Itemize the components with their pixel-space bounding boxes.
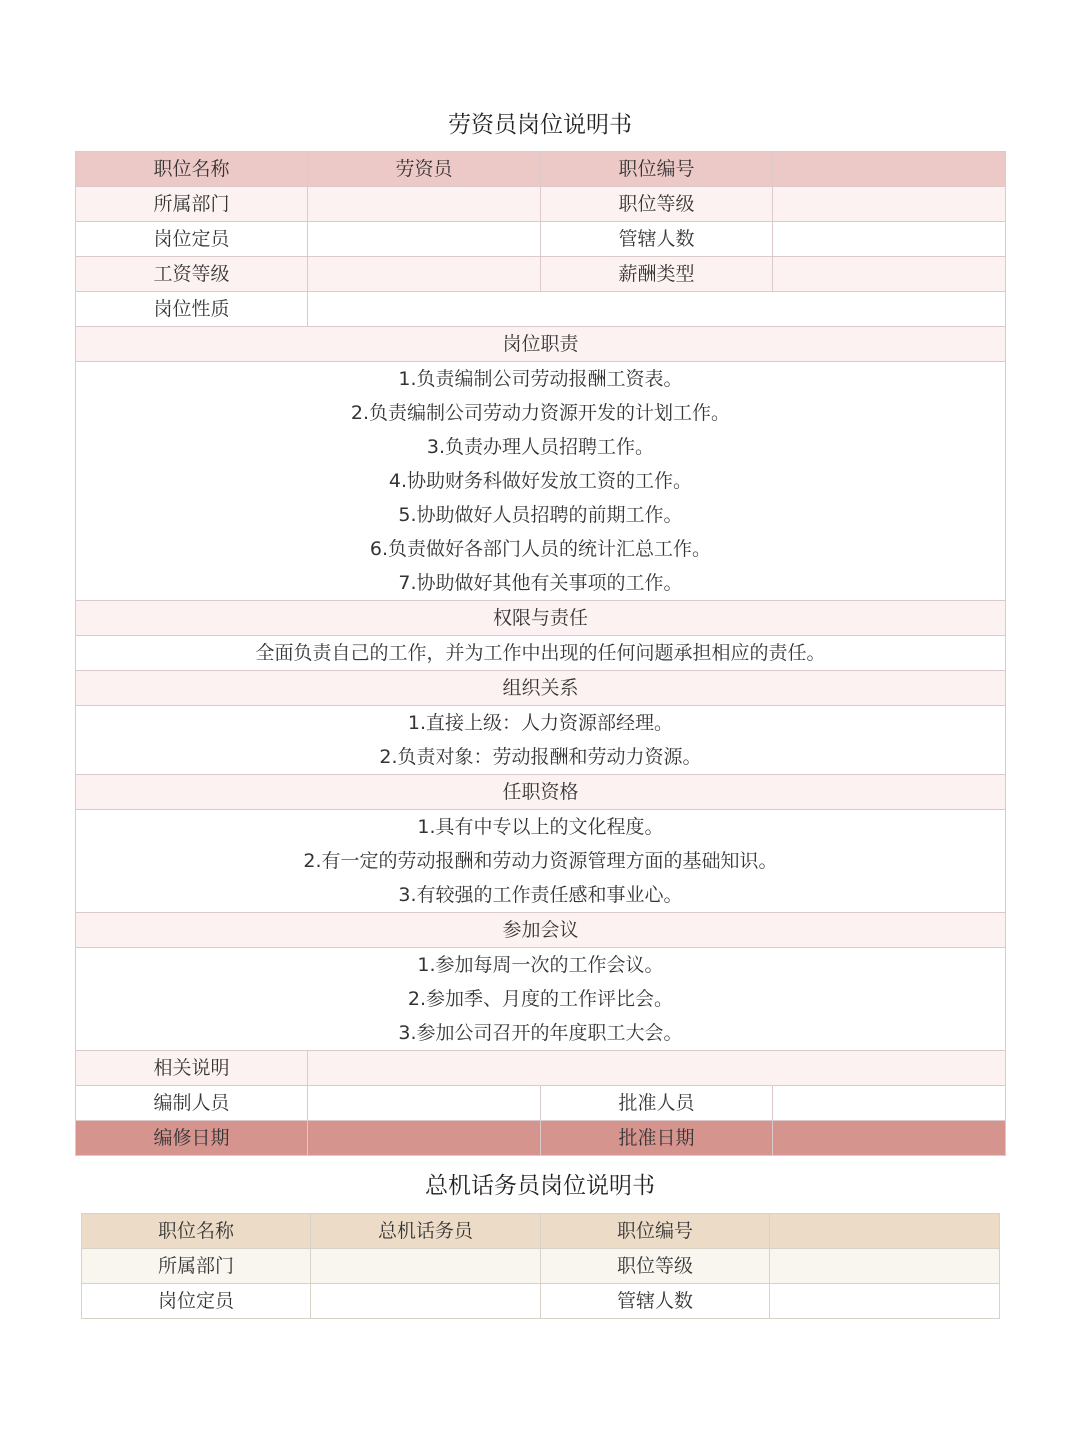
section-body-relations xyxy=(76,706,1006,775)
list-item: 3.有较强的工作责任感和事业心。 xyxy=(398,884,683,906)
label-position-name: 职位名称 xyxy=(82,1214,311,1249)
value-approver xyxy=(773,1086,1006,1121)
value-related-notes xyxy=(308,1051,1006,1086)
label-subordinates: 管辖人数 xyxy=(541,1284,770,1319)
document-title-2: 总机话务员岗位说明书 xyxy=(425,1173,655,1199)
value-position-code xyxy=(773,152,1006,187)
list-item: 7.协助做好其他有关事项的工作。 xyxy=(398,572,683,594)
table-row xyxy=(76,257,1006,292)
list-item: 1.具有中专以上的文化程度。 xyxy=(417,816,664,838)
table-row xyxy=(76,222,1006,257)
list-item: 1.参加每周一次的工作会议。 xyxy=(417,954,664,976)
table-row xyxy=(76,1086,1006,1121)
table-row xyxy=(76,187,1006,222)
label-department: 所属部门 xyxy=(76,187,308,222)
qualifications-list xyxy=(76,810,1006,913)
table-row xyxy=(82,1214,1000,1249)
label-author: 编制人员 xyxy=(76,1086,308,1121)
value-headcount xyxy=(311,1284,541,1319)
label-department: 所属部门 xyxy=(82,1249,311,1284)
list-item: 3.参加公司召开的年度职工大会。 xyxy=(398,1022,683,1044)
label-position-level: 职位等级 xyxy=(541,1249,770,1284)
meetings-list xyxy=(76,948,1006,1051)
job-description-table xyxy=(75,151,1006,1156)
label-approver: 批准人员 xyxy=(541,1086,773,1121)
section-header-meetings xyxy=(76,913,1006,948)
value-position-nature xyxy=(308,292,1006,327)
label-pay-type: 薪酬类型 xyxy=(541,257,773,292)
label-headcount: 岗位定员 xyxy=(76,222,308,257)
list-item: 2.负责编制公司劳动力资源开发的计划工作。 xyxy=(350,402,731,424)
value-headcount xyxy=(308,222,541,257)
label-related-notes: 相关说明 xyxy=(76,1051,308,1086)
list-item: 1.负责编制公司劳动报酬工资表。 xyxy=(398,368,683,390)
label-position-code: 职位编号 xyxy=(541,152,773,187)
label-edit-date: 编修日期 xyxy=(76,1121,308,1156)
section-body-meetings xyxy=(76,948,1006,1051)
section-header-relations xyxy=(76,671,1006,706)
list-item: 2.负责对象：劳动报酬和劳动力资源。 xyxy=(379,746,702,768)
job-description-table-2 xyxy=(81,1213,1000,1319)
value-position-code xyxy=(770,1214,1000,1249)
list-item: 3.负责办理人员招聘工作。 xyxy=(426,436,655,458)
list-item: 5.协助做好人员招聘的前期工作。 xyxy=(398,504,683,526)
label-approve-date: 批准日期 xyxy=(541,1121,773,1156)
table-row xyxy=(76,152,1006,187)
list-item: 2.有一定的劳动报酬和劳动力资源管理方面的基础知识。 xyxy=(303,850,778,872)
table-row xyxy=(76,1051,1006,1086)
section-header-qualifications xyxy=(76,775,1006,810)
section-body-authority xyxy=(76,636,1006,671)
label-position-nature: 岗位性质 xyxy=(76,292,308,327)
value-position-level xyxy=(770,1249,1000,1284)
list-item: 6.负责做好各部门人员的统计汇总工作。 xyxy=(369,538,712,560)
value-subordinates xyxy=(770,1284,1000,1319)
section-body-qualifications xyxy=(76,810,1006,913)
label-subordinates: 管辖人数 xyxy=(541,222,773,257)
value-approve-date xyxy=(773,1121,1006,1156)
table-row xyxy=(76,292,1006,327)
section-heading: 参加会议 xyxy=(76,913,1006,948)
label-salary-grade: 工资等级 xyxy=(76,257,308,292)
table-row xyxy=(82,1249,1000,1284)
relations-list xyxy=(76,706,1006,775)
label-position-code: 职位编号 xyxy=(541,1214,770,1249)
value-pay-type xyxy=(773,257,1006,292)
value-edit-date xyxy=(308,1121,541,1156)
section-body-duties xyxy=(76,362,1006,601)
section-heading: 任职资格 xyxy=(76,775,1006,810)
value-subordinates xyxy=(773,222,1006,257)
list-item: 4.协助财务科做好发放工资的工作。 xyxy=(388,470,693,492)
section-header-authority xyxy=(76,601,1006,636)
list-item: 1.直接上级：人力资源部经理。 xyxy=(407,712,674,734)
value-position-level xyxy=(773,187,1006,222)
section-heading: 岗位职责 xyxy=(76,327,1006,362)
label-position-level: 职位等级 xyxy=(541,187,773,222)
table-row xyxy=(82,1284,1000,1319)
label-position-name: 职位名称 xyxy=(76,152,308,187)
value-department xyxy=(311,1249,541,1284)
table-row xyxy=(76,1121,1006,1156)
section-header-duties xyxy=(76,327,1006,362)
document-title: 劳资员岗位说明书 xyxy=(448,112,632,138)
authority-text: 全面负责自己的工作，并为工作中出现的任何问题承担相应的责任。 xyxy=(76,636,1006,671)
value-department xyxy=(308,187,541,222)
duties-list xyxy=(76,362,1006,601)
list-item: 2.参加季、月度的工作评比会。 xyxy=(407,988,674,1010)
value-salary-grade xyxy=(308,257,541,292)
value-position-name: 总机话务员 xyxy=(311,1214,541,1249)
label-headcount: 岗位定员 xyxy=(82,1284,311,1319)
section-heading: 权限与责任 xyxy=(76,601,1006,636)
value-author xyxy=(308,1086,541,1121)
section-heading: 组织关系 xyxy=(76,671,1006,706)
value-position-name: 劳资员 xyxy=(308,152,541,187)
